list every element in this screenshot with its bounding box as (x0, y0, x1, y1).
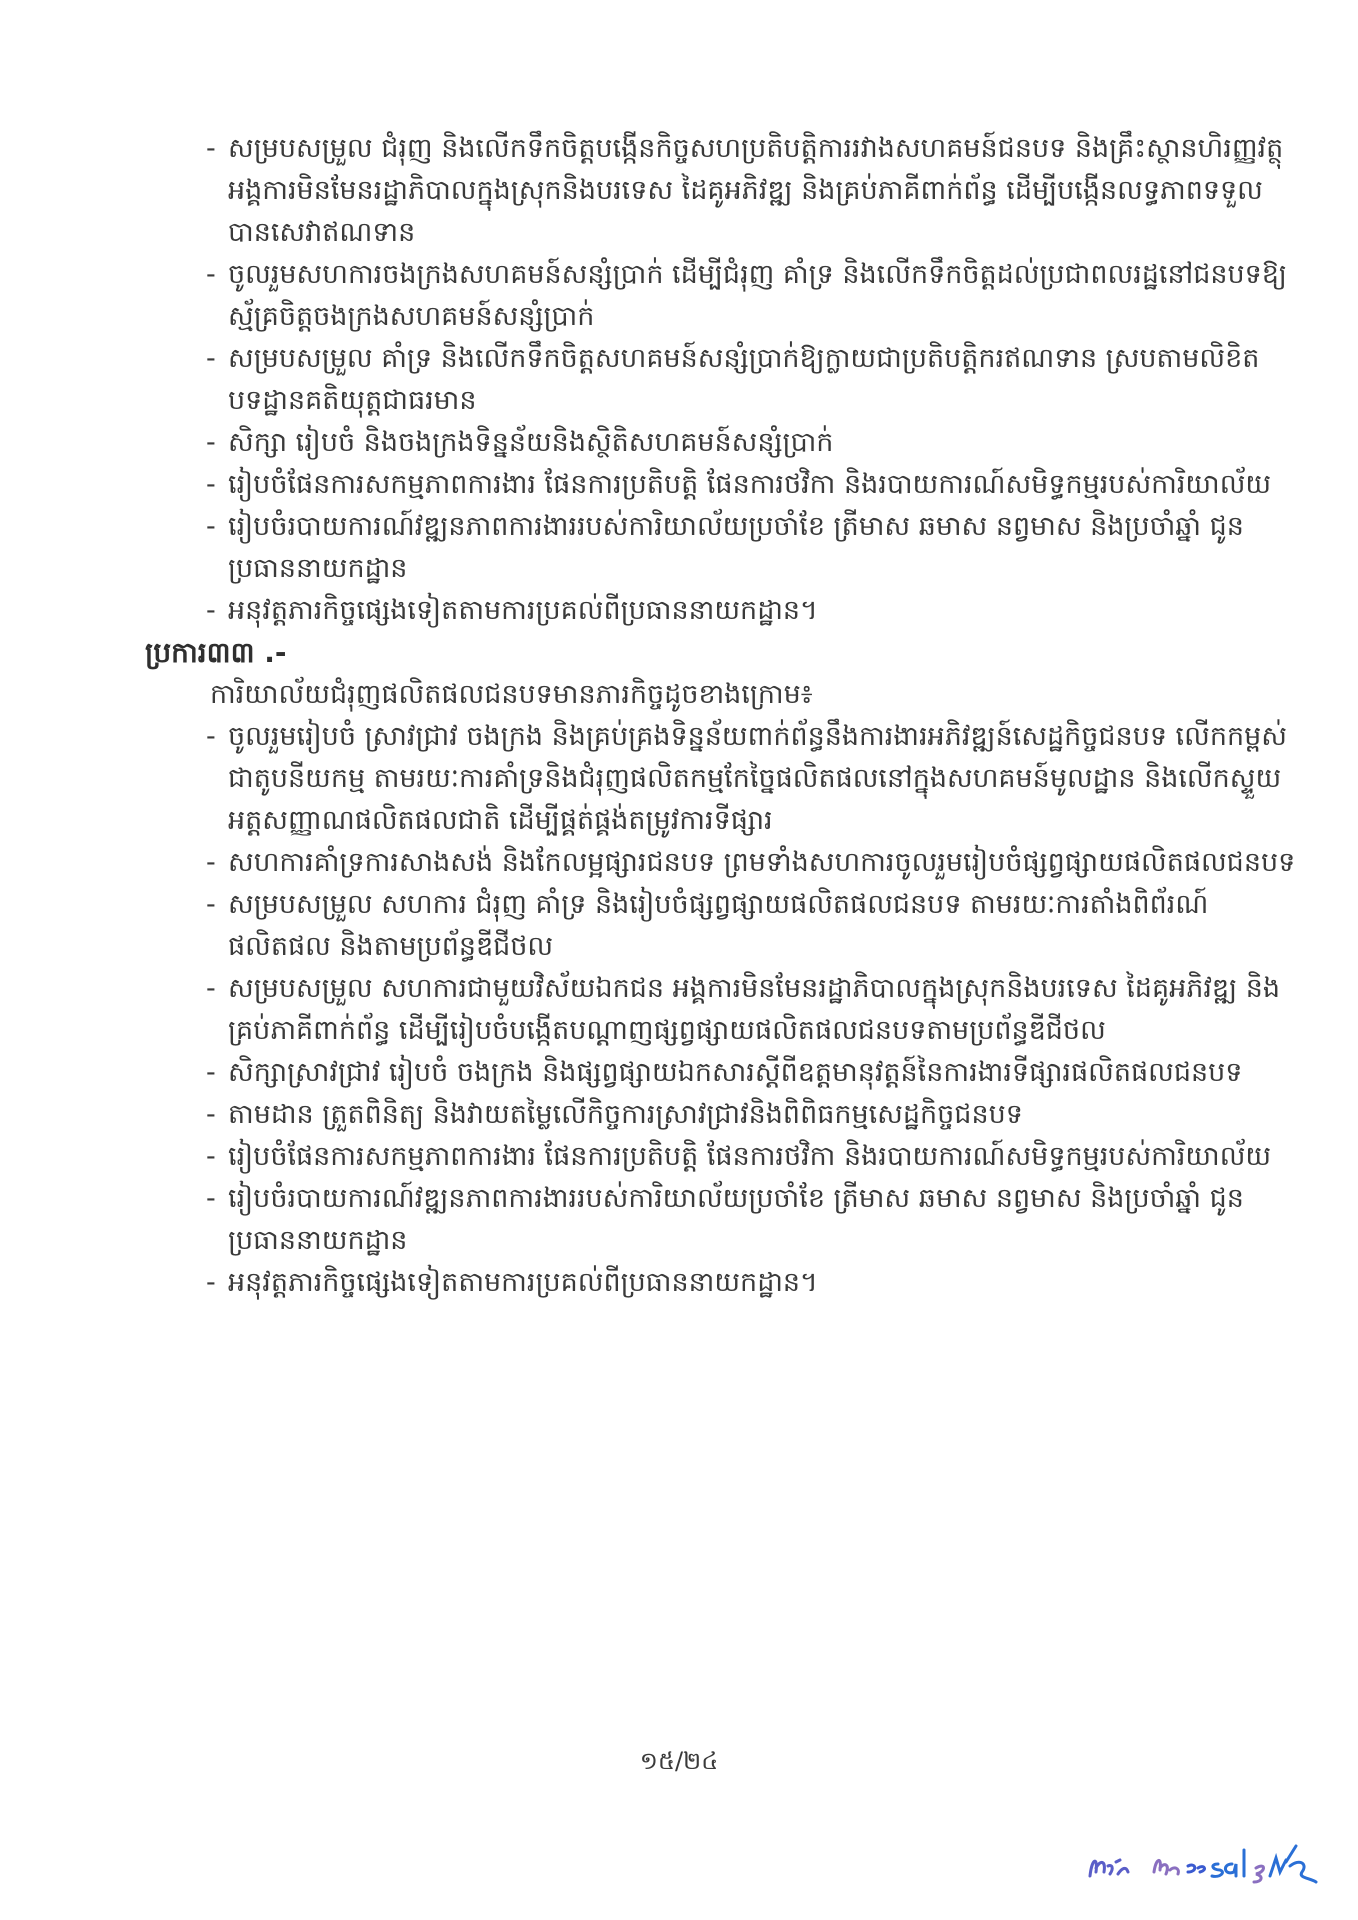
bullet-dash: - (206, 1141, 216, 1172)
bullet-dash: - (206, 259, 216, 290)
bullet-dash: - (206, 595, 216, 626)
bullet-dash: - (206, 1057, 216, 1088)
bullet-dash: - (206, 973, 216, 1004)
bullet-dash: - (206, 889, 216, 920)
article-heading: ប្រការ៣៣ .- (145, 636, 287, 669)
bullet-dash: - (206, 1267, 216, 1298)
list-item: - សម្របសម្រួល សហការ ជំរុញ គាំទ្រ និងរៀបចំផ្សព្វផ្សាយផលិតផលជនបទ តាមរយៈការតាំងពិព័រណ៍ផលិតផល និងតាមប្រព័ន្ធឌីជីថល (203, 884, 1303, 968)
bullet-dash: - (206, 847, 216, 878)
bullet-dash: - (206, 511, 216, 542)
page-number: ១៥/២៤ (639, 1747, 719, 1775)
list-item: - សិក្សា រៀបចំ និងចងក្រងទិន្នន័យនិងស្ថិតិសហគមន៍សន្សំប្រាក់ (203, 422, 1303, 464)
list-item: - តាមដាន ត្រួតពិនិត្យ និងវាយតម្លៃលើកិច្ចការស្រាវជ្រាវនិងពិពិធកម្មសេដ្ឋកិច្ចជនបទ (203, 1094, 1303, 1136)
list-item: - សិក្សាស្រាវជ្រាវ រៀបចំ ចងក្រង និងផ្សព្វផ្សាយឯកសារស្ដីពីឧត្តមានុវត្តន៍នៃការងារទីផ្សារផលិតផលជនបទ (203, 1052, 1303, 1094)
list-item: - ចូលរួមសហការចងក្រងសហគមន៍សន្សំប្រាក់ ដើម្បីជំរុញ គាំទ្រ និងលើកទឹកចិត្តដល់ប្រជាពលរដ្ឋនៅជនបទឱ្យស្ម័គ្រចិត្តចងក្រងសហគមន៍សន្សំប្រាក់ (203, 254, 1303, 338)
bullet-dash: - (206, 1099, 216, 1130)
list-item: - ចូលរួមរៀបចំ ស្រាវជ្រាវ ចងក្រង និងគ្រប់គ្រងទិន្នន័យពាក់ព័ន្ធនឹងការងារអភិវឌ្ឍន៍សេដ្ឋកិច្ចជនបទ លើកកម្ពស់ជាតូបនីយកម្ម តាមរយៈការគាំទ្រនិងជំរុញផលិតកម្មកែច្នៃផលិតផលនៅក្នុងសហគមន៍មូលដ្ឋាន និងលើកស្ទួយអត្តសញ្ញាណផលិតផលជាតិ ដើម្បីផ្គត់ផ្គង់តម្រូវការទីផ្សារ (203, 716, 1303, 842)
list-item: - រៀបចំរបាយការណ៍វឌ្ឍនភាពការងាររបស់ការិយាល័យប្រចាំខែ ត្រីមាស ឆមាស នព្វមាស និងប្រចាំឆ្នាំ ជូនប្រធាននាយកដ្ឋាន (203, 1178, 1303, 1262)
bullet-dash: - (206, 427, 216, 458)
list-item: - សហការគាំទ្រការសាងសង់ និងកែលម្អផ្សារជនបទ ព្រមទាំងសហការចូលរួមរៀបចំផ្សព្វផ្សាយផលិតផលជនបទ (203, 842, 1303, 884)
bullet-dash: - (206, 133, 216, 164)
list-item: - អនុវត្តភារកិច្ចផ្សេងទៀតតាមការប្រគល់ពីប្រធាននាយកដ្ឋាន។ (203, 590, 1303, 632)
list-item: - សម្របសម្រួល គាំទ្រ និងលើកទឹកចិត្តសហគមន៍សន្សំប្រាក់ឱ្យក្លាយជាប្រតិបត្តិករឥណទាន ស្របតាមលិខិតបទដ្ឋានគតិយុត្តជាធរមាន (203, 338, 1303, 422)
article-intro: ការិយាល័យជំរុញផលិតផលជនបទមានភារកិច្ចដូចខាងក្រោម៖ (210, 679, 813, 710)
list-item: - អនុវត្តភារកិច្ចផ្សេងទៀតតាមការប្រគល់ពីប្រធាននាយកដ្ឋាន។ (203, 1262, 1303, 1304)
top-section-list (203, 128, 1303, 632)
list-item: - សម្របសម្រួល សហការជាមួយវិស័យឯកជន អង្គការមិនមែនរដ្ឋាភិបាលក្នុងស្រុកនិងបរទេស ដៃគូអភិវឌ្ឍ និងគ្រប់ភាគីពាក់ព័ន្ធ ដើម្បីរៀបចំបង្កើតបណ្ដាញផ្សព្វផ្សាយផលិតផលជនបទតាមប្រព័ន្ធឌីជីថល (203, 968, 1303, 1052)
bullet-dash: - (206, 469, 216, 500)
list-item: - រៀបចំរបាយការណ៍វឌ្ឍនភាពការងាររបស់ការិយាល័យប្រចាំខែ ត្រីមាស ឆមាស នព្វមាស និងប្រចាំឆ្នាំ ជូនប្រធាននាយកដ្ឋាន (203, 506, 1303, 590)
document-body (145, 128, 1303, 1304)
list-item: - រៀបចំផែនការសកម្មភាពការងារ ផែនការប្រតិបត្តិ ផែនការថវិកា និងរបាយការណ៍សមិទ្ធកម្មរបស់ការិយាល័យ (203, 464, 1303, 506)
signature-initials (1070, 1838, 1350, 1888)
list-item: - រៀបចំផែនការសកម្មភាពការងារ ផែនការប្រតិបត្តិ ផែនការថវិកា និងរបាយការណ៍សមិទ្ធកម្មរបស់ការិយាល័យ (203, 1136, 1303, 1178)
bullet-dash: - (206, 343, 216, 374)
handwritten-signature-icon (1070, 1838, 1350, 1888)
article-duties-list (203, 716, 1303, 1304)
bullet-dash: - (206, 1183, 216, 1214)
list-item: - សម្របសម្រួល ជំរុញ និងលើកទឹកចិត្តបង្កើនកិច្ចសហប្រតិបត្តិការរវាងសហគមន៍ជនបទ និងគ្រឹះស្ថានហិរញ្ញវត្ថុ អង្គការមិនមែនរដ្ឋាភិបាលក្នុងស្រុកនិងបរទេស ដៃគូអភិវឌ្ឍ និងគ្រប់ភាគីពាក់ព័ន្ធ ដើម្បីបង្កើនលទ្ធភាពទទួលបានសេវាឥណទាន (203, 128, 1303, 254)
bullet-dash: - (206, 721, 216, 752)
